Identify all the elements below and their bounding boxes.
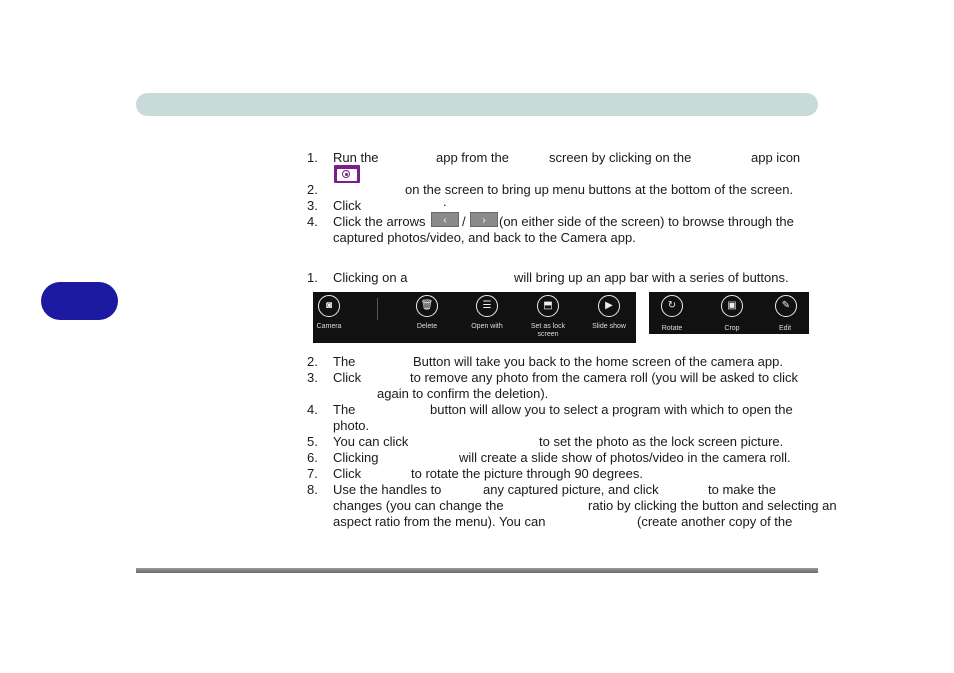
slideshow-icon: ▶ xyxy=(598,295,620,317)
next-arrow-button: › xyxy=(470,212,498,227)
list1-item1-text-c: screen by clicking on the xyxy=(549,150,692,165)
list2-item2-text-a: The xyxy=(333,354,356,369)
appbar-crop-label: Crop xyxy=(724,325,740,332)
list2-item3-text-a: Click xyxy=(333,370,362,385)
appbar-edit-button xyxy=(767,292,809,334)
camera-app-icon xyxy=(334,165,360,183)
list2-item4-text-c: photo. xyxy=(333,418,370,433)
appbar-open-with-button xyxy=(461,292,517,343)
app-bar-left-screenshot xyxy=(313,292,636,343)
list2-item5-text-a: You can click xyxy=(333,434,409,449)
list1-number-1: 1. xyxy=(307,150,318,165)
open-with-icon: ☰ xyxy=(476,295,498,317)
list2-item4-text-a: The xyxy=(333,402,356,417)
edit-icon: ✎ xyxy=(775,295,797,317)
list1-item1-text-d: app icon xyxy=(751,150,801,165)
list1-number-3: 3. xyxy=(307,198,318,213)
appbar-set-lock-screen-button xyxy=(522,292,578,343)
appbar-open-with-label: Open with xyxy=(471,323,503,330)
camera-icon: ◙ xyxy=(318,295,340,317)
crop-icon: ▣ xyxy=(721,295,743,317)
list2-item1-text-a: Clicking on a xyxy=(333,270,408,285)
list2-number-5: 5. xyxy=(307,434,318,449)
chapter-side-tab xyxy=(41,282,118,320)
appbar-separator xyxy=(377,298,378,320)
appbar-camera-button xyxy=(303,292,359,343)
list2-number-8: 8. xyxy=(307,482,318,497)
list1-number-2: 2. xyxy=(307,182,318,197)
footer-rule xyxy=(136,568,818,573)
list2-item3-text-c: again to confirm the deletion). xyxy=(377,386,549,401)
appbar-camera-label: Camera xyxy=(316,323,342,330)
list2-item8-text-b: any captured picture, and click xyxy=(483,482,659,497)
list1-item1-text-a: Run the xyxy=(333,150,379,165)
previous-arrow-button: ‹ xyxy=(431,212,459,227)
app-bar-right-screenshot xyxy=(649,292,809,334)
list2-item5-text-b: to set the photo as the lock screen picture. xyxy=(539,434,784,449)
appbar-rotate-button xyxy=(646,292,702,334)
list1-item4-slash: / xyxy=(462,214,466,229)
list1-item2-text: on the screen to bring up menu buttons at the bottom of the screen. xyxy=(405,182,794,197)
list2-number-3: 3. xyxy=(307,370,318,385)
list2-item7-text-b: to rotate the picture through 90 degrees. xyxy=(411,466,643,481)
list2-number-2: 2. xyxy=(307,354,318,369)
trash-icon: 🗑 xyxy=(416,295,438,317)
list1-item3-trail: . xyxy=(443,194,447,209)
list2-item8-text-c-b: ratio by clicking the button and selecting an xyxy=(588,498,837,513)
list2-item4-text-b: button will allow you to select a program with which to open the xyxy=(430,402,793,417)
appbar-edit-label: Edit xyxy=(778,325,792,332)
appbar-set-lock-screen-label: Set as lock screen xyxy=(530,323,566,338)
list2-number-1: 1. xyxy=(307,270,318,285)
list2-number-7: 7. xyxy=(307,466,318,481)
list2-item8-text-a: Use the handles to xyxy=(333,482,442,497)
appbar-rotate-label: Rotate xyxy=(661,325,683,332)
appbar-slide-show-button xyxy=(583,292,639,343)
list2-item2-text-b: Button will take you back to the home screen of the camera app. xyxy=(413,354,783,369)
list1-number-4: 4. xyxy=(307,214,318,229)
list2-number-4: 4. xyxy=(307,402,318,417)
lock-screen-icon: ⬒ xyxy=(537,295,559,317)
list2-item8-text-d-a: aspect ratio from the menu). You can xyxy=(333,514,546,529)
list2-number-6: 6. xyxy=(307,450,318,465)
list2-item7-text-a: Click xyxy=(333,466,362,481)
appbar-slide-show-label: Slide show xyxy=(592,323,626,330)
rotate-icon: ↻ xyxy=(661,295,683,317)
appbar-crop-button xyxy=(706,292,762,334)
list2-item8-text-b2: to make the xyxy=(708,482,776,497)
list1-item4-text-a: Click the arrows xyxy=(333,214,426,229)
appbar-delete-button xyxy=(401,292,457,343)
list2-item6-text-a: Clicking xyxy=(333,450,379,465)
list2-item6-text-b: will create a slide show of photos/video in the camera roll. xyxy=(459,450,791,465)
list1-item4-text-b: (on either side of the screen) to browse through the xyxy=(499,214,794,229)
chapter-header-bar xyxy=(136,93,818,116)
list2-item8-text-d-b: (create another copy of the xyxy=(637,514,793,529)
list2-item1-text-b: will bring up an app bar with a series of buttons. xyxy=(514,270,789,285)
list2-item3-text-b: to remove any photo from the camera roll (you will be asked to click xyxy=(410,370,799,385)
list1-item1-text-b: app from the xyxy=(436,150,509,165)
list1-item4-text-c: captured photos/video, and back to the Camera app. xyxy=(333,230,636,245)
list1-item3-text: Click xyxy=(333,198,362,213)
appbar-delete-label: Delete xyxy=(416,323,438,330)
list2-item8-text-c-a: changes (you can change the xyxy=(333,498,504,513)
